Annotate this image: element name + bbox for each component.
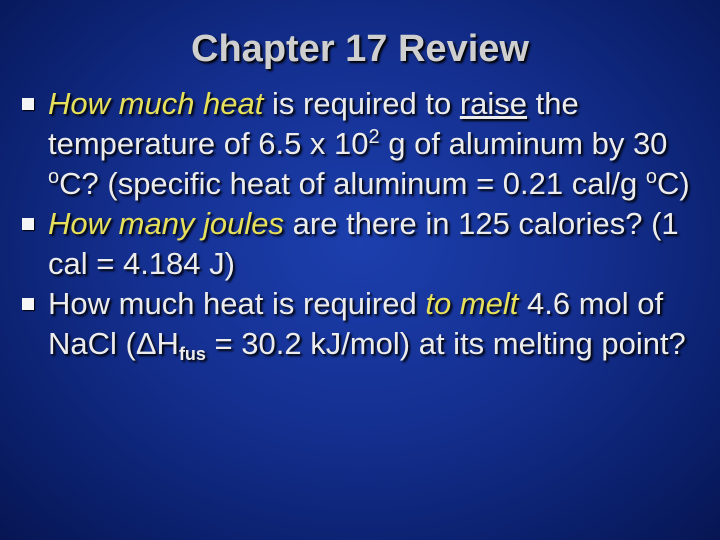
- question-1-text-c: g of aluminum by 30: [379, 126, 668, 161]
- question-list: [20, 84, 710, 364]
- exponent: 2: [368, 126, 380, 148]
- degree-symbol: o: [645, 166, 657, 188]
- question-2-text: are there in 125 calories? (1 cal = 4.184 J): [48, 206, 679, 281]
- degree-symbol: o: [48, 166, 60, 188]
- question-1-text-e: C): [656, 166, 690, 201]
- bullet-square-icon: [22, 218, 34, 230]
- question-2-emphasis: How many joules: [48, 206, 285, 241]
- question-3-text-c: = 30.2 kJ/mol) at its melting point?: [205, 326, 686, 361]
- slide-title: Chapter 17 Review: [191, 28, 529, 70]
- bullet-square-icon: [22, 298, 34, 310]
- question-3-emphasis: to melt: [425, 286, 519, 321]
- question-3-text-a: How much heat is required: [48, 286, 426, 321]
- bullet-square-icon: [22, 98, 34, 110]
- question-3: [20, 284, 710, 364]
- question-1-raise: raise: [459, 86, 528, 121]
- question-2: [20, 204, 710, 284]
- question-1-text-b: the temperature of 6.5 x 10: [48, 86, 579, 161]
- question-1: [20, 84, 710, 204]
- question-1-emphasis: How much heat: [48, 86, 264, 121]
- question-3-text-b: 4.6 mol of NaCl (ΔH: [48, 286, 664, 361]
- question-1-text-a: is required to: [263, 86, 460, 121]
- subscript-fus: fus: [178, 344, 206, 364]
- question-1-text-d: C? (specific heat of aluminum = 0.21 cal/g: [59, 166, 646, 201]
